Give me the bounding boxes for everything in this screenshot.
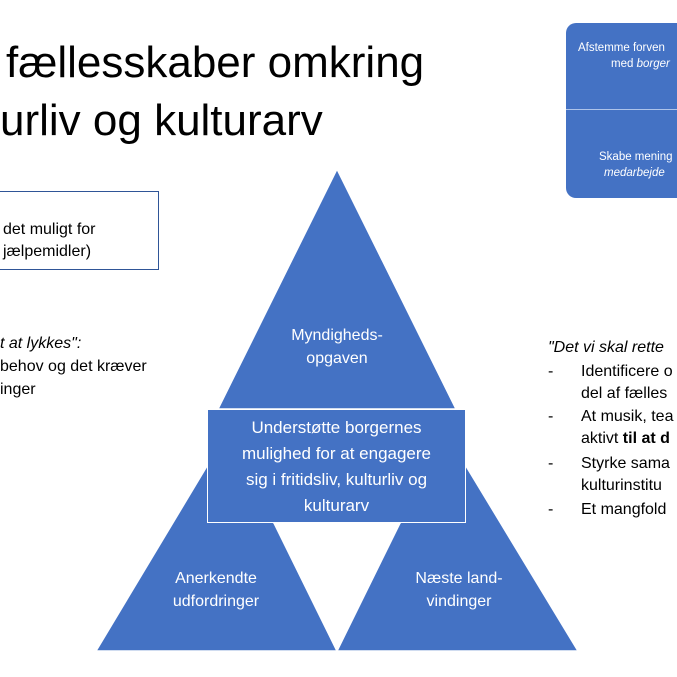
bullet-dash-4: - — [548, 501, 554, 518]
left-quote-heading: t at lykkes": — [0, 335, 82, 352]
panel-bottom-line-2: medarbejde — [604, 167, 665, 179]
left-quote-line-3: inger — [0, 381, 36, 398]
left-box-line-1: det muligt for — [3, 221, 96, 238]
right-quote-heading: "Det vi skal rette — [548, 339, 664, 356]
right-item-2-bold: til at d — [622, 430, 670, 447]
panel-top-line-1: Afstemme forven — [578, 42, 665, 54]
bullet-dash-1: - — [548, 363, 554, 380]
pyramid-left-label-2: udfordringer — [172, 593, 260, 610]
bullet-dash-3: - — [548, 455, 554, 472]
bullet-dash-2: - — [548, 408, 554, 425]
panel-top-line-2-text: med borger — [611, 58, 670, 70]
left-quote-line-2: behov og det kræver — [0, 358, 147, 375]
right-item-2-line-1: At musik, tea — [581, 408, 674, 425]
right-item-1-line-1: Identificere o — [581, 363, 673, 380]
pyramid-left-label-1: Anerkendte — [175, 570, 257, 587]
left-box-line-2: jælpemidler) — [3, 243, 92, 260]
center-line-3: sig i fritidsliv, kulturliv og — [245, 470, 428, 489]
center-line-4: kulturarv — [303, 496, 370, 515]
pyramid-right-label-2: vindinger — [426, 593, 492, 610]
right-item-3-line-2: kulturinstitu — [581, 477, 662, 494]
title-line-2: urliv og kulturarv — [0, 96, 323, 145]
right-item-3-line-1: Styrke sama — [581, 455, 670, 472]
center-line-1: Understøtte borgernes — [251, 418, 422, 437]
panel-bottom-line-1: Skabe mening — [599, 151, 673, 163]
title-line-1: fællesskaber omkring — [6, 38, 425, 87]
center-line-2: mulighed for at engagere — [241, 444, 432, 463]
right-item-4-line-1: Et mangfold — [581, 501, 667, 518]
pyramid-top-label-1: Myndigheds- — [291, 327, 383, 344]
right-item-2-plain: aktivt — [581, 430, 623, 447]
right-item-1-line-2: del af fælles — [581, 385, 668, 402]
pyramid-top-triangle — [218, 169, 456, 409]
right-item-2-line-2 — [581, 428, 670, 450]
pyramid-right-label-1: Næste land- — [415, 570, 503, 587]
pyramid-top-label-2: opgaven — [306, 350, 368, 367]
